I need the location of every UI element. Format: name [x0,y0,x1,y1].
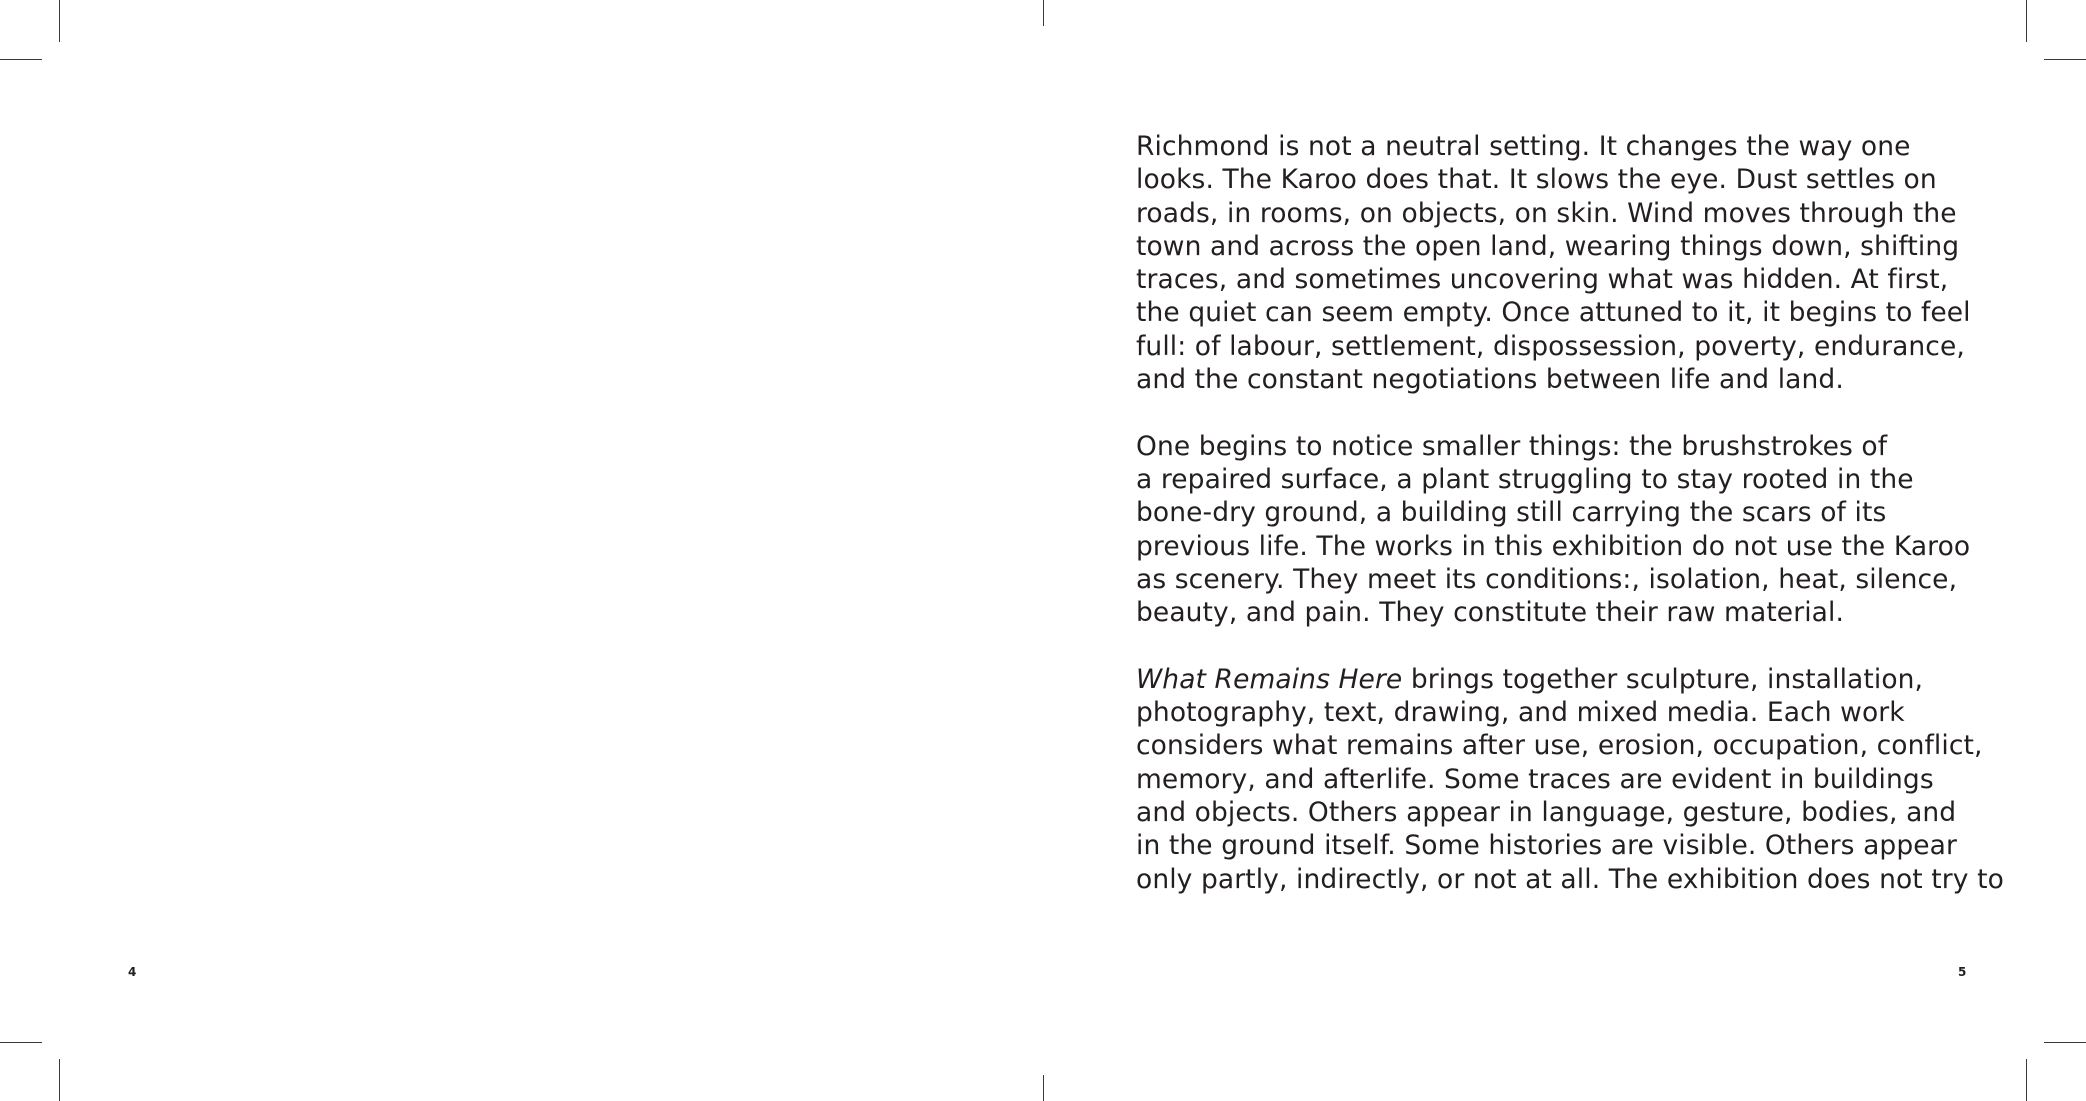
text-line: beauty, and pain. They constitute their raw material. [1136,597,1844,629]
text-line: One begins to notice smaller things: the brushstrokes of [1136,430,1888,462]
page-number-right: 5 [1958,965,1967,979]
text-line: previous life. The works in this exhibition do not use the Karoo [1136,530,1971,562]
paragraph-1 [1136,130,1996,396]
page-number-left: 4 [128,965,137,979]
exhibition-title: What Remains Here [1136,663,1403,695]
text-line: the quiet can seem empty. Once attuned to it, it begins to feel [1136,297,1971,329]
crop-mark [2044,59,2086,60]
text-line: a repaired surface, a plant struggling to stay rooted in the [1136,463,1914,495]
crop-mark [59,1059,60,1101]
crop-mark [1043,0,1044,26]
text-line: roads, in rooms, on objects, on skin. Wind moves through the [1136,197,1957,229]
crop-mark [2044,1042,2086,1043]
crop-mark [0,1042,42,1043]
text-line: and objects. Others appear in language, gesture, bodies, and [1136,796,1957,828]
text-line [1136,663,1996,696]
text-line: Richmond is not a neutral setting. It changes the way one [1136,131,1911,162]
text-line: bone-dry ground, a building still carrying the scars of its [1136,497,1887,529]
text-line: town and across the open land, wearing things down, shifting [1136,230,1960,262]
text-line: traces, and sometimes uncovering what was hidden. At first, [1136,264,1949,296]
crop-mark [59,0,60,42]
crop-mark [2026,1059,2027,1101]
crop-mark [1043,1075,1044,1101]
text-line: photography, text, drawing, and mixed media. Each work [1136,697,1905,729]
text-line: in the ground itself. Some histories are visible. Others appear [1136,830,1958,862]
text-line: only partly, indirectly, or not at all. The exhibition does not try to [1136,863,2004,895]
text-line: as scenery. They meet its conditions:, isolation, heat, silence, [1136,563,1958,595]
text-line: memory, and afterlife. Some traces are evident in buildings [1136,763,1934,795]
paragraph-2 [1136,430,1996,630]
text-line: considers what remains after use, erosion, occupation, conflict, [1136,730,1983,762]
text-line: and the constant negotiations between life and land. [1136,364,1844,396]
text-line: looks. The Karoo does that. It slows the eye. Dust settles on [1136,164,1937,196]
body-text [1136,130,2004,929]
crop-mark [0,59,42,60]
text-line: full: of labour, settlement, dispossession, poverty, endurance, [1136,330,1965,362]
text-fragment: brings together sculpture, installation, [1402,663,1924,695]
crop-mark [2026,0,2027,42]
paragraph-3 [1136,663,2004,896]
